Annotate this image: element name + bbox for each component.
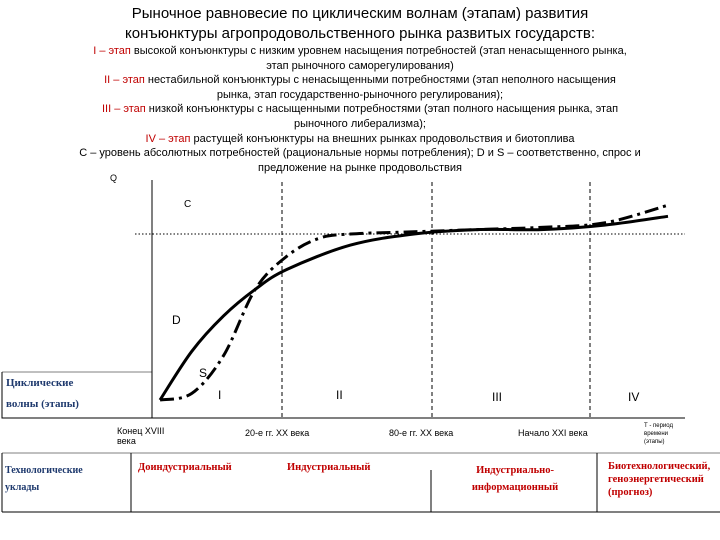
stage-1-text: высокой конъюнктуры с низким уровнем насыщения потребностей (этап ненасыщенного рынка, <box>130 45 627 57</box>
stage-label-3: III <box>492 390 503 404</box>
c-curve-label: C <box>184 199 192 210</box>
legend-c-line-2: предложение на рынке продовольствия <box>258 161 462 174</box>
tech-stage-2: Индустриальный <box>287 462 371 473</box>
title-line-1: Рыночное равновесие по циклическим волнам (этапам) развития <box>131 5 589 22</box>
stage-1-label: I – этап <box>93 45 131 57</box>
tech-stage-4: Биотехнологический, геноэнергетический (прогноз) <box>608 461 711 498</box>
waves-label-line-1: Циклические <box>6 377 74 389</box>
stage-3-text: низкой конъюнктуры с насыщенными потребностями (этап полного насыщения рынка, этап <box>145 103 619 116</box>
waves-label-line-2: волны (этапы) <box>6 398 79 410</box>
demand-curve-d <box>160 216 668 400</box>
tech-stage-3: Индустриально-информационный <box>471 465 559 493</box>
legend-stage-3-cont: рыночного либерализма); <box>294 117 426 130</box>
time-tick-4: Начало XXI века <box>518 428 588 438</box>
stage-label-2: II <box>336 388 343 402</box>
stage-2-text: нестабильной конъюнктуры с ненасыщенными потребностями (этап неполного насыщения <box>144 74 616 87</box>
stage-2-label: II – этап <box>104 74 145 87</box>
stage-4-label: IV – этап <box>145 132 191 145</box>
time-axis-label: Т - период времени (этапы) <box>644 423 673 445</box>
stage-label-1: I <box>218 388 222 402</box>
time-tick-3: 80-е гг. ХХ века <box>389 428 454 438</box>
legend-stage-1-cont: этап рыночного саморегулирования) <box>266 59 454 72</box>
title-line-2: конъюнктуры агропродовольственного рынка развитых государств: <box>125 25 595 42</box>
time-tick-1: Конец XVIII века <box>117 426 165 446</box>
stage-4-text: растущей конъюнктуры на внешних рынках продовольствия и биотоплива <box>190 132 575 145</box>
time-tick-2: 20-е гг. ХХ века <box>245 428 310 438</box>
stage-3-label: III – этап <box>101 103 146 116</box>
tech-label: Технологические уклады <box>5 465 83 493</box>
y-axis-label: Q <box>110 173 118 183</box>
d-curve-label: D <box>172 313 181 327</box>
s-curve-label: S <box>199 366 208 380</box>
legend-stage-2-cont: рынка, этап государственно-рыночного регулирования); <box>216 88 504 101</box>
tech-stage-1: Доиндустриальный <box>138 462 232 473</box>
legend-c-line-1: С – уровень абсолютных потребностей (рациональные нормы потребления); D и S – соответственно, спрос и <box>79 147 641 160</box>
stage-label-4: IV <box>628 390 640 404</box>
